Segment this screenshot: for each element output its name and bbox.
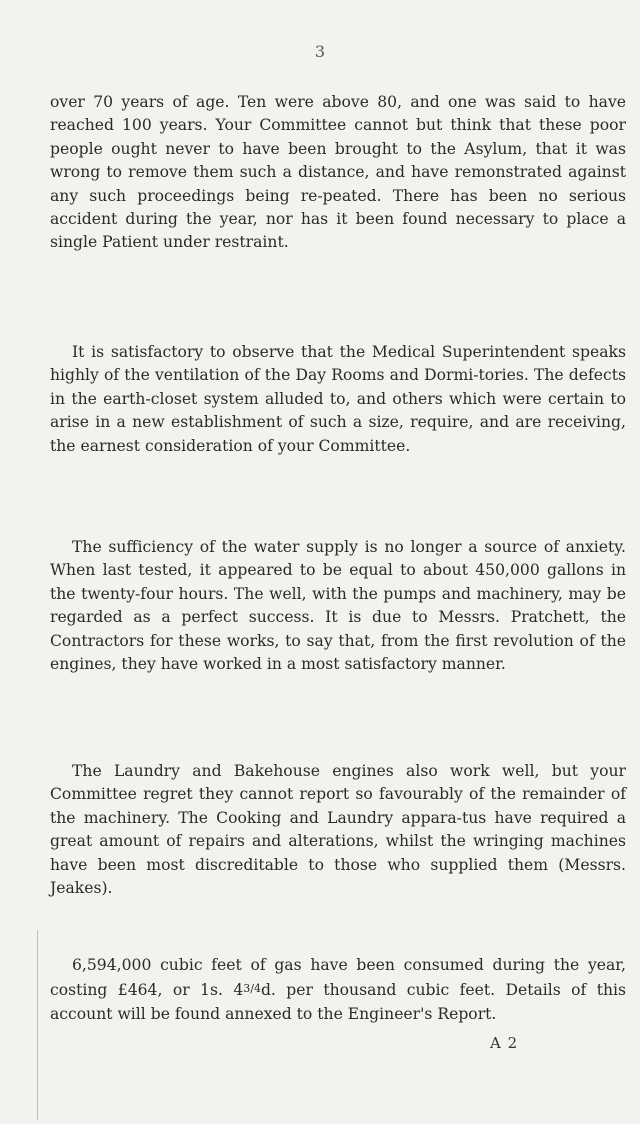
fraction: 3/4: [243, 982, 261, 996]
paragraph-2-text: It is satisfactory to observe that the Medical Superintendent speaks highly of the ventilation of the Day Rooms and Dormi-tories. The defects in the earth-closet system alluded to, and others which were certain to arise in a new establishment of such a size, require, and are receiving, the earnest consideration of your Committee.: [50, 343, 626, 455]
paragraph-3-text: The sufficiency of the water supply is no longer a source of anxiety. When last tested, it appeared to be equal to about 450,000 gallons in the twenty-four hours. The well, with the pumps and machinery, may be regarded as a perfect success. It is due to Messrs. Pratchett, the Contractors for these works, to say that, from the first revolution of the engines, they have worked in a most satisfactory manner.: [50, 538, 626, 674]
paragraph-4-text: The Laundry and Bakehouse engines also work well, but your Committee regret they cannot report so favourably of the remainder of the machinery. The Cooking and Laundry appara-tus have required a great amount of repairs and alterations, whilst the wringing machines have been most discreditable to those who supplied them (Messrs. Jeakes).: [50, 762, 626, 898]
paragraph-2: [50, 341, 626, 458]
paragraph-5: [50, 954, 626, 1026]
page-number: 3: [314, 42, 326, 61]
paragraph-1: over 70 years of age. Ten were above 80, and one was said to have reached 100 years. Your Committee cannot but think that these poor people ought never to have been brought to the Asylum, that it was wrong to remove them such a distance, and have remonstrated against any such proceedings being re-peated. There has been no serious accident during the year, nor has it been found necessary to place a single Patient under restraint.: [50, 93, 626, 252]
paragraph-4: [50, 760, 626, 900]
margin-line: [37, 930, 38, 1120]
signature-mark: A 2: [490, 1034, 519, 1052]
paragraph-5-after: d. per thousand cubic feet. Details of this account will be found annexed to the Engineer's Report.: [50, 981, 626, 1023]
paragraph-3: [50, 536, 626, 676]
paragraph-5-before: 6,594,000 cubic feet of gas have been consumed during the year, costing £464, or 1s. 4: [50, 956, 626, 1000]
